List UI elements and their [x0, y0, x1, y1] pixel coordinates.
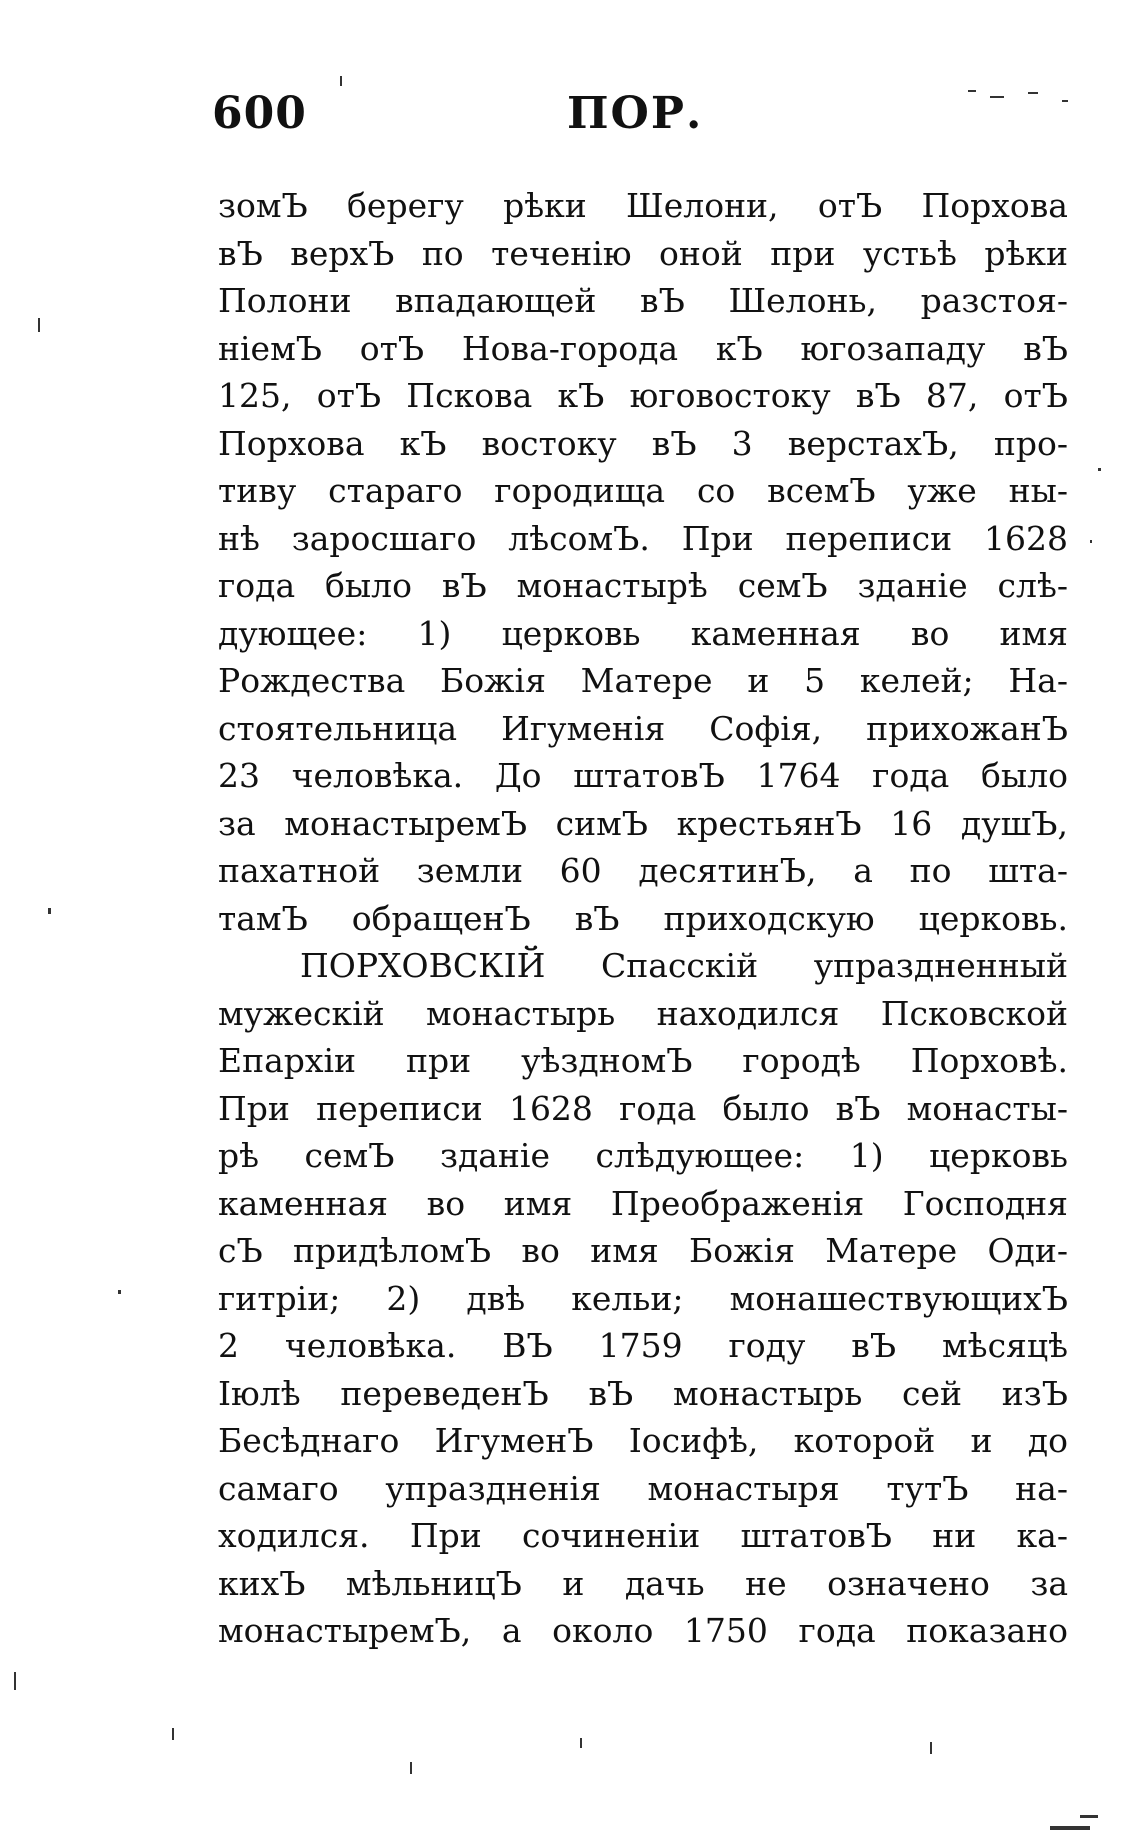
page-number: 600 — [212, 88, 307, 139]
text-line: вЪ верхЪ по теченію оной при устьѣ рѣки — [218, 233, 1068, 273]
text-line: При переписи 1628 года было вЪ монасты- — [218, 1088, 1068, 1128]
text-line: зомЪ берегу рѣки Шелони, отЪ Порхова — [218, 186, 1068, 225]
text-line: 23 человѣка. До штатовЪ 1764 года было — [218, 756, 1068, 795]
text-line: стоятельница Игуменія Софія, прихожанЪ — [218, 708, 1068, 748]
text-line: 2 человѣка. ВЪ 1759 году вЪ мѣсяцѣ — [218, 1326, 1068, 1365]
text-line: самаго упраздненія монастыря тутЪ на- — [218, 1468, 1068, 1508]
text-line: Порхова кЪ востоку вЪ 3 верстахЪ, про- — [218, 423, 1068, 463]
running-head: ПОР. — [567, 88, 704, 139]
text-line: пахатной земли 60 десятинЪ, а по шта- — [218, 851, 1068, 890]
text-line: за монастыремЪ симЪ крестьянЪ 16 душЪ, — [218, 803, 1068, 843]
text-line: Епархіи при уѣздномЪ городѣ Порховѣ. — [218, 1041, 1068, 1080]
text-line: тамЪ обращенЪ вЪ приходскую церковь. — [218, 898, 1068, 938]
text-line: Полони впадающей вЪ Шелонь, разстоя- — [218, 281, 1068, 320]
text-line: гитріи; 2) двѣ кельи; монашествующихЪ — [218, 1278, 1068, 1318]
text-line: ходился. При сочиненіи штатовЪ ни ка- — [218, 1516, 1068, 1555]
text-line: ніемЪ отЪ Нова-города кЪ югозападу вЪ — [218, 328, 1068, 368]
text-line: нѣ заросшаго лѣсомЪ. При переписи 1628 — [218, 518, 1068, 558]
text-line: Іюлѣ переведенЪ вЪ монастырь сей изЪ — [218, 1373, 1068, 1413]
text-line: года было вЪ монастырѣ семЪ зданіе слѣ- — [218, 566, 1068, 605]
body-text — [218, 182, 1068, 1655]
text-line: Бесѣднаго ИгуменЪ Іосифѣ, которой и до — [218, 1421, 1068, 1460]
text-line: 125, отЪ Пскова кЪ юговостоку вЪ 87, отЪ — [218, 376, 1068, 415]
page-header — [212, 88, 1072, 148]
text-line: дующее: 1) церковь каменная во имя — [218, 613, 1068, 653]
text-line: тиву стараго городища со всемЪ уже ны- — [218, 471, 1068, 510]
entry-heading-line: ПОРХОВСКІЙ Спасскій упраздненный — [300, 946, 1068, 985]
text-line: сЪ придѣломЪ во имя Божія Матере Оди- — [218, 1231, 1068, 1270]
text-line: мужескій монастырь находился Псковской — [218, 993, 1068, 1033]
text-line: кихЪ мѣльницЪ и дачь не означено за — [218, 1563, 1068, 1603]
text-line: каменная во имя Преображенія Господня — [218, 1183, 1068, 1223]
text-line: монастыремЪ, а около 1750 года показано — [218, 1611, 1068, 1650]
text-line: Рождества Божія Матере и 5 келей; На- — [218, 661, 1068, 700]
text-line: рѣ семЪ зданіе слѣдующее: 1) церковь — [218, 1136, 1068, 1175]
